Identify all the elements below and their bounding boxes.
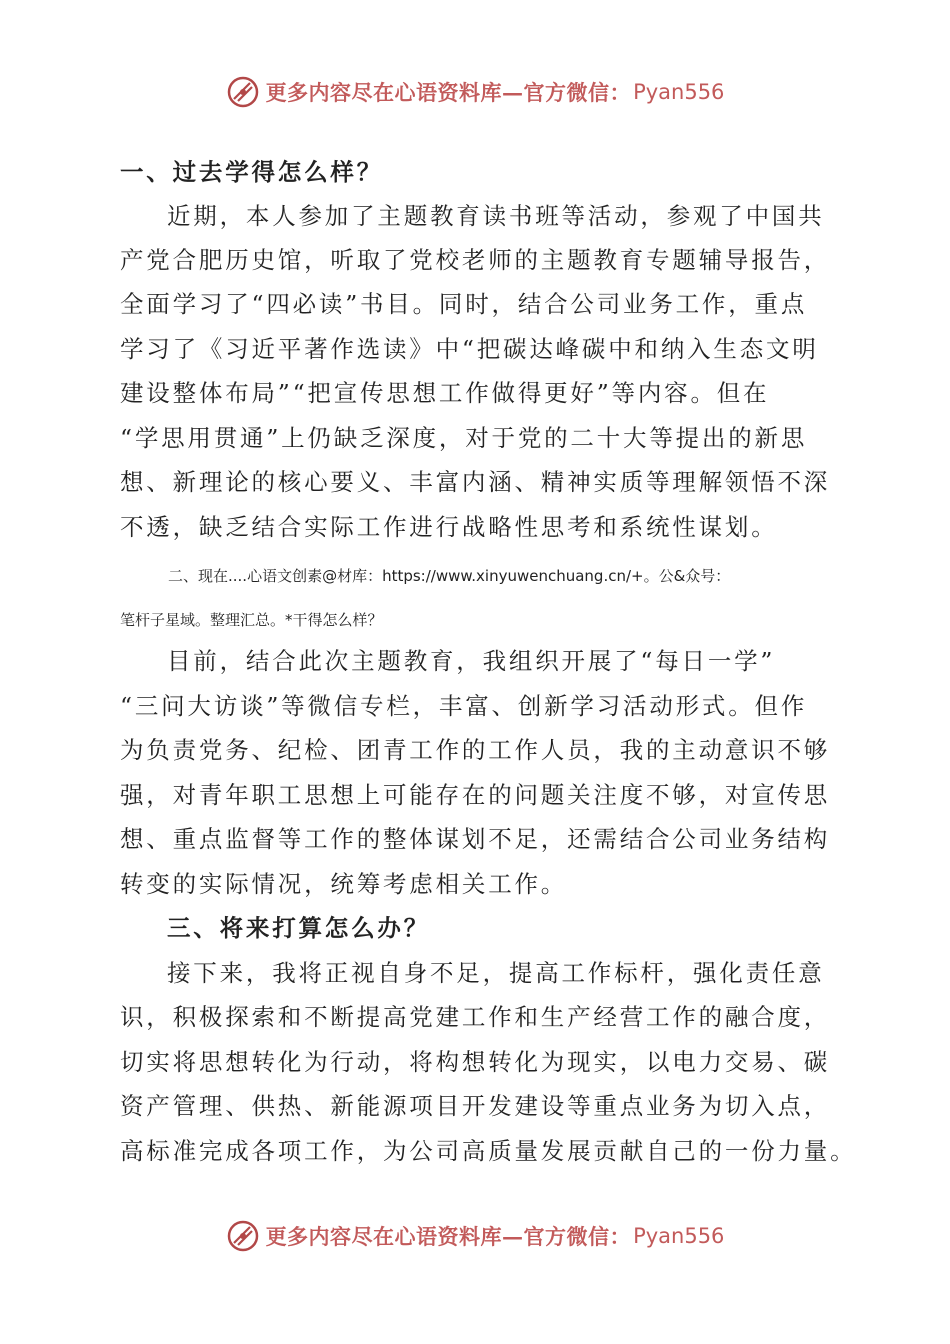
paragraph-line: 转变的实际情况，统筹考虑相关工作。 (120, 870, 568, 898)
paragraph-line: 为负责党务、纪检、团青工作的工作人员，我的主动意识不够 (120, 736, 831, 764)
paragraph-line: 高标准完成各项工作，为公司高质量发展贡献自己的一份力量。 (120, 1137, 857, 1165)
paragraph-line: 切实将思想转化为行动，将构想转化为现实，以电力交易、碳 (120, 1048, 831, 1076)
watermark-text: 更多内容尽在心语资料库—官方微信： (265, 1224, 632, 1249)
watermark-text: 更多内容尽在心语资料库—官方微信： (265, 80, 632, 105)
paragraph-line: 近期，本人参加了主题教育读书班等活动，参观了中国共 (167, 202, 825, 230)
paragraph-line: 强，对青年职工思想上可能存在的问题关注度不够，对宣传思 (120, 781, 831, 809)
paragraph-line: 想、新理论的核心要义、丰富内涵、精神实质等理解领悟不深 (120, 468, 831, 496)
section-heading-1: 一、过去学得怎么样？ (120, 158, 383, 186)
brand-logo-icon (226, 75, 260, 109)
paragraph-line: 接下来，我将正视自身不足，提高工作标杆，强化责任意 (167, 959, 825, 987)
paragraph-line: 产党合肥历史馆，听取了党校老师的主题教育专题辅导报告， (120, 246, 831, 274)
paragraph-line: “学思用贯通”上仍缺乏深度，对于党的二十大等提出的新思 (120, 424, 808, 452)
paragraph-line: 学习了《习近平著作选读》中“把碳达峰碳中和纳入生态文明 (120, 335, 819, 363)
watermark-id: Pyan556 (633, 80, 725, 104)
section-heading-2-part2: 笔杆子星域。整理汇总。*干得怎么样？ (120, 611, 383, 629)
brand-logo-icon (226, 1219, 260, 1253)
paragraph-line: 目前，结合此次主题教育，我组织开展了“每日一学” (167, 647, 776, 675)
paragraph-line: 不透，缺乏结合实际工作进行战略性思考和系统性谋划。 (120, 513, 778, 541)
section-heading-2-part1: 二、现在....心语文创素@材库：https://www.xinyuwenchuang.cn/+。公&众号： (168, 567, 731, 585)
paragraph-line: 资产管理、供热、新能源项目开发建设等重点业务为切入点， (120, 1092, 831, 1120)
section-heading-3: 三、将来打算怎么办？ (167, 914, 430, 942)
footer-watermark (0, 1216, 950, 1256)
paragraph-line: “三问大访谈”等微信专栏，丰富、创新学习活动形式。但作 (120, 692, 808, 720)
paragraph-line: 识，积极探索和不断提高党建工作和生产经营工作的融合度， (120, 1003, 831, 1031)
paragraph-line: 建设整体布局”“把宣传思想工作做得更好”等内容。但在 (120, 379, 770, 407)
paragraph-line: 想、重点监督等工作的整体谋划不足，还需结合公司业务结构 (120, 825, 831, 853)
paragraph-line: 全面学习了“四必读”书目。同时，结合公司业务工作，重点 (120, 290, 808, 318)
header-watermark (0, 72, 950, 112)
watermark-id: Pyan556 (633, 1224, 725, 1248)
